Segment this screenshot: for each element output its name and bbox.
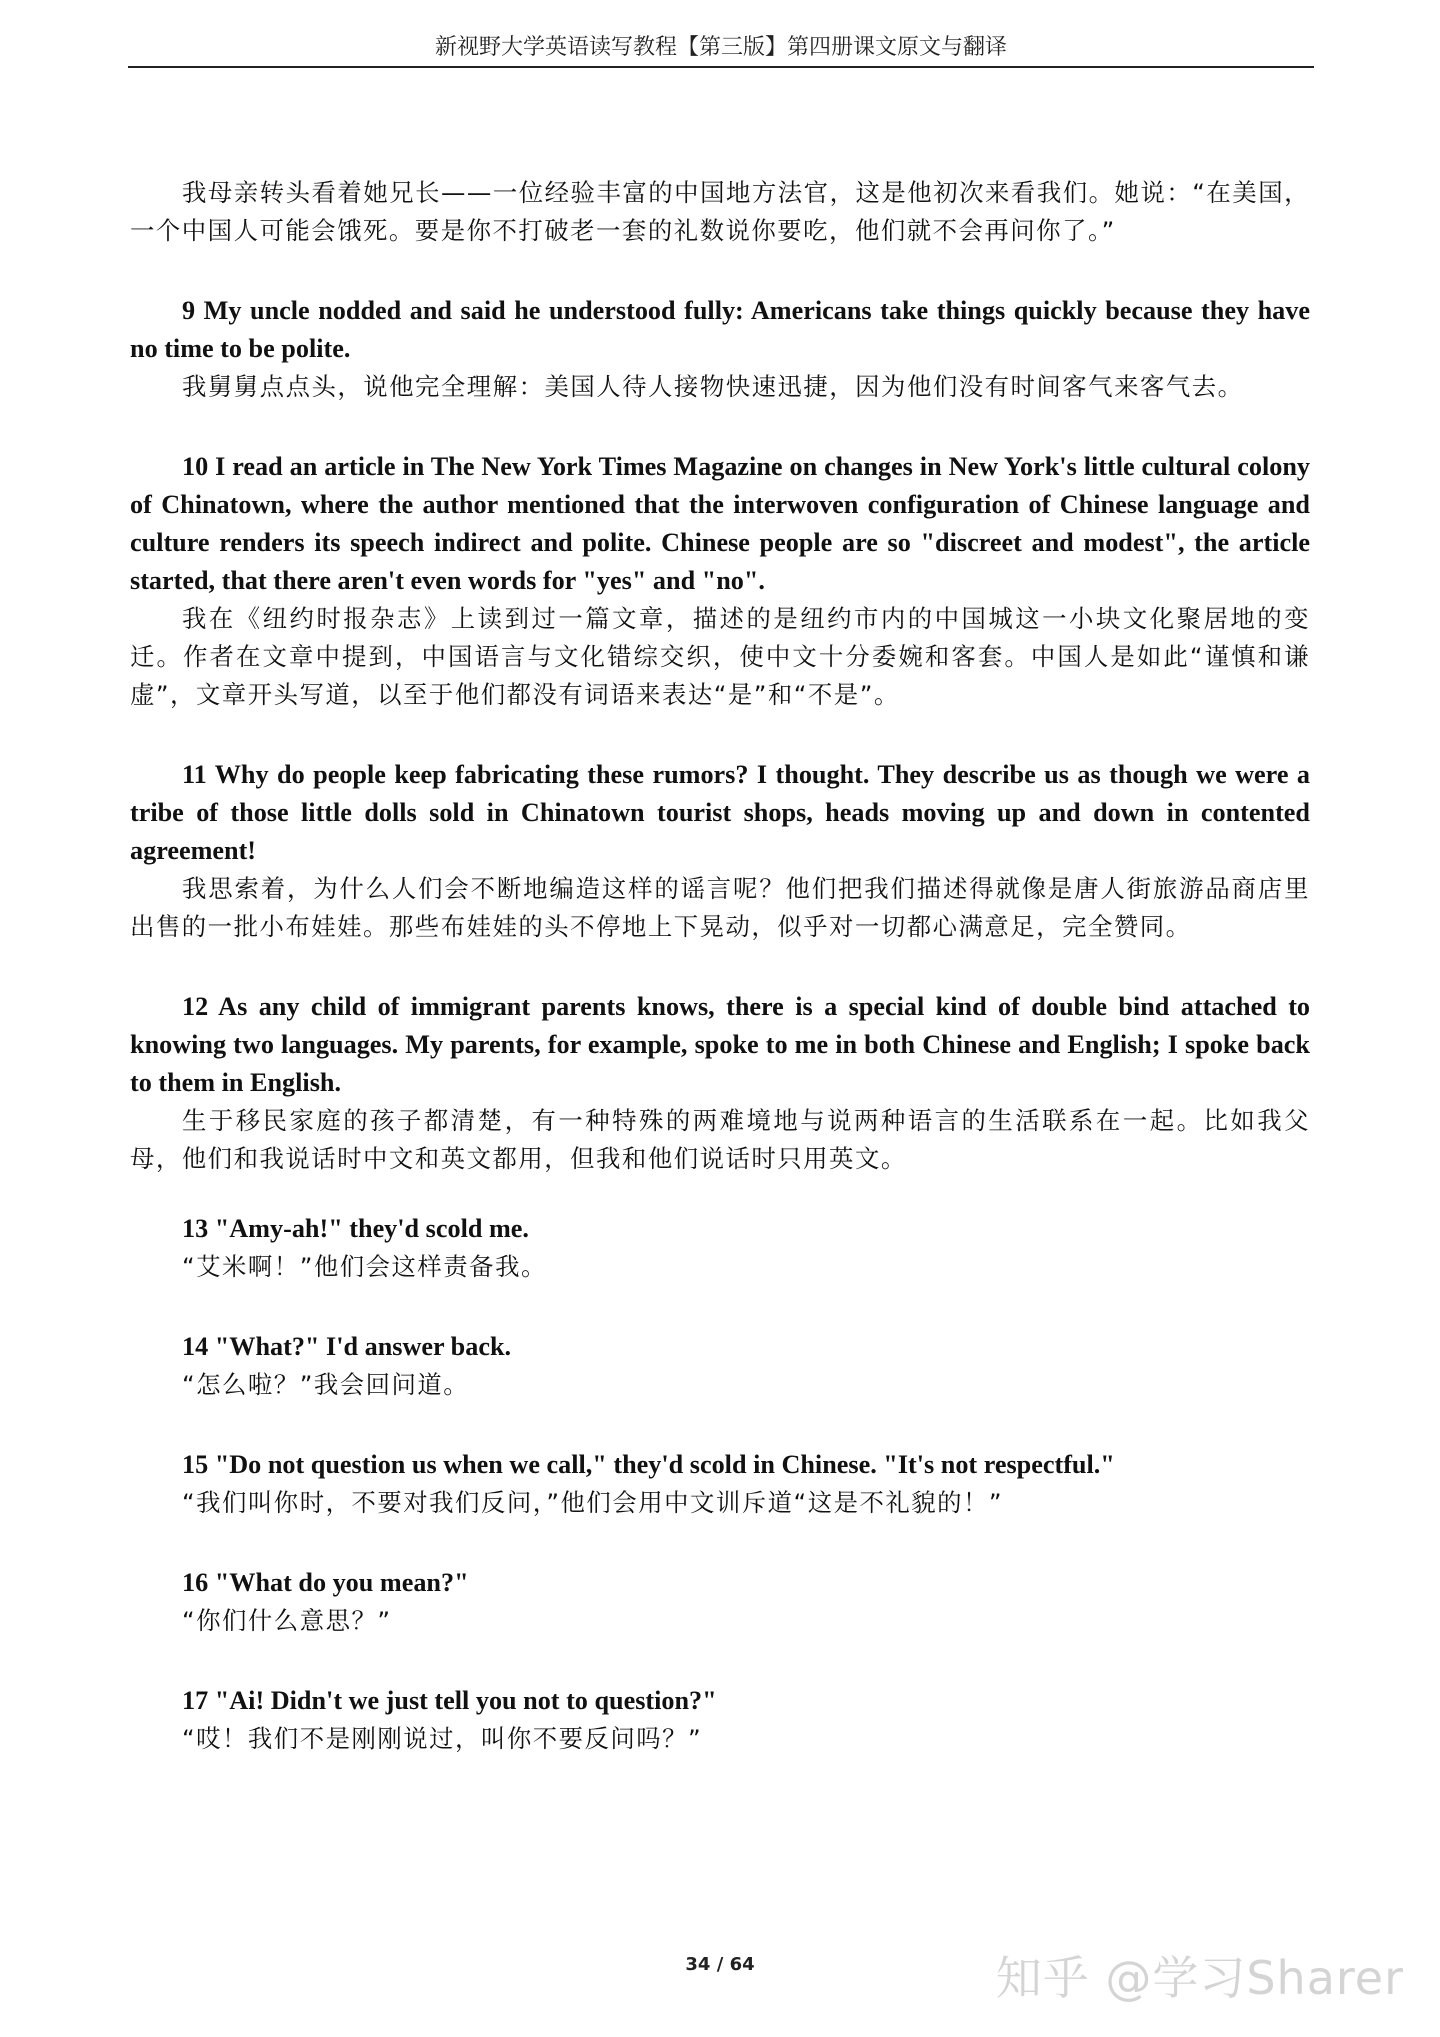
paragraph-english-text: My uncle nodded and said he understood fully: Americans take things quickly because they have no time to be polite. <box>130 296 1310 363</box>
paragraph-translation: “艾米啊！”他们会这样责备我。 <box>182 1252 547 1281</box>
paragraph-13 <box>130 1210 1310 1286</box>
paragraph-12 <box>130 988 1310 1178</box>
paragraph-translation: “怎么啦？”我会回问道。 <box>182 1370 470 1399</box>
paragraph-english-text: "Ai! Didn't we just tell you not to question?" <box>214 1686 717 1715</box>
paragraph-translation: 我思索着，为什么人们会不断地编造这样的谣言呢？他们把我们描述得就像是唐人街旅游品商店里出售的一批小布娃娃。那些布娃娃的头不停地上下晃动，似乎对一切都心满意足，完全赞同。 <box>130 874 1310 941</box>
paragraph-number: 9 <box>182 296 196 325</box>
paragraph-translation: 我舅舅点点头，说他完全理解：美国人待人接物快速迅捷，因为他们没有时间客气来客气去。 <box>182 372 1244 401</box>
paragraph-english <box>130 756 1310 870</box>
header-title: 新视野大学英语读写教程【第三版】第四册课文原文与翻译 <box>434 35 1007 60</box>
current-page: 34 <box>685 1954 711 1975</box>
paragraph-english-text: "What?" I'd answer back. <box>214 1332 512 1361</box>
paragraph-9 <box>130 292 1310 406</box>
paragraph-english-text: "What do you mean?" <box>214 1568 469 1597</box>
paragraph-english <box>130 1446 1310 1484</box>
paragraph-english-text: As any child of immigrant parents knows, there is a special kind of double bind attached to knowing two languages. My parents, for example, spoke to me in both Chinese and English; I spoke back to them in English. <box>130 992 1311 1097</box>
paragraph-11 <box>130 756 1310 946</box>
page-separator: / <box>716 1954 724 1975</box>
paragraph-english-text: "Amy-ah!" they'd scold me. <box>214 1214 529 1243</box>
intro-paragraph <box>130 174 1310 250</box>
paragraph-16 <box>130 1564 1310 1640</box>
paragraph-english <box>130 292 1310 368</box>
paragraph-15 <box>130 1446 1310 1522</box>
paragraph-translation: “我们叫你时，不要对我们反问，”他们会用中文训斥道“这是不礼貌的！” <box>182 1488 1004 1517</box>
paragraph-english <box>130 1210 1310 1248</box>
paragraph-number: 14 <box>182 1332 209 1361</box>
paragraph-number: 16 <box>182 1568 209 1597</box>
paragraph-english-text: I read an article in The New York Times Magazine on changes in New York's little cultural colony of Chinatown, where the author mentioned that the interwoven configuration of Chinese language and culture renders its speech indirect and polite. Chinese people are so "discreet and modest", the article started, that there aren't even words for "yes" and "no". <box>130 452 1310 595</box>
paragraph-14 <box>130 1328 1310 1404</box>
paragraph-english <box>130 1682 1310 1720</box>
watermark-text: 知乎 @学习Sharer <box>995 1951 1404 2005</box>
total-pages: 64 <box>729 1954 755 1975</box>
paragraph-number: 13 <box>182 1214 209 1243</box>
paragraph-english-text: "Do not question us when we call," they'd scold in Chinese. "It's not respectful." <box>214 1450 1115 1479</box>
paragraph-number: 12 <box>182 992 209 1021</box>
paragraph-number: 15 <box>182 1450 209 1479</box>
paragraph-translation: 我在《纽约时报杂志》上读到过一篇文章，描述的是纽约市内的中国城这一小块文化聚居地的变迁。作者在文章中提到，中国语言与文化错综交织，使中文十分委婉和客套。中国人是如此“谨慎和谦虚”，文章开头写道，以至于他们都没有词语来表达“是”和“不是”。 <box>130 604 1310 709</box>
paragraph-10 <box>130 448 1310 714</box>
running-header <box>128 30 1314 68</box>
paragraph-translation: “你们什么意思？” <box>182 1606 392 1635</box>
paragraph-number: 17 <box>182 1686 209 1715</box>
paragraph-translation: 生于移民家庭的孩子都清楚，有一种特殊的两难境地与说两种语言的生活联系在一起。比如我父母，他们和我说话时中文和英文都用，但我和他们说话时只用英文。 <box>130 1106 1310 1173</box>
paragraph-english <box>130 988 1310 1102</box>
paragraph-english <box>130 1564 1310 1602</box>
paragraph-17 <box>130 1682 1310 1758</box>
paragraph-number: 11 <box>182 760 207 789</box>
document-body <box>130 174 1310 1800</box>
paragraph-english-text: Why do people keep fabricating these rumors? I thought. They describe us as though we were a tribe of those little dolls sold in Chinatown tourist shops, heads moving up and down in contented agreement! <box>130 760 1310 865</box>
paragraph-english <box>130 1328 1310 1366</box>
paragraph-number: 10 <box>182 452 209 481</box>
paragraph-english <box>130 448 1310 600</box>
intro-translation: 我母亲转头看着她兄长——一位经验丰富的中国地方法官，这是他初次来看我们。她说：“在美国，一个中国人可能会饿死。要是你不打破老一套的礼数说你要吃，他们就不会再问你了。” <box>130 178 1310 245</box>
watermark <box>996 1942 1404 2008</box>
paragraph-translation: “哎！我们不是刚刚说过，叫你不要反问吗？” <box>182 1724 703 1753</box>
